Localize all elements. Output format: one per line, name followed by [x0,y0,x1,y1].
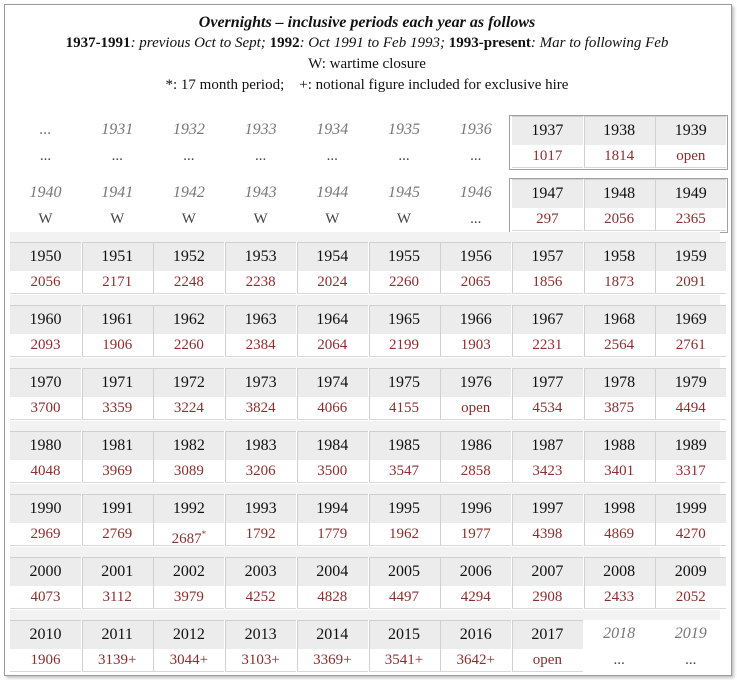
year-label: 2006 [440,557,511,586]
overnights-value: 2761 [655,335,726,357]
year-label: 1983 [225,431,296,460]
year-label: 1959 [655,242,726,271]
year-label: 1947 [512,179,583,208]
footnote-marker: * [201,529,207,539]
overnights-value: 3206 [225,461,296,483]
column-divider [440,620,441,671]
column-divider [369,305,370,356]
year-label: 1960 [10,305,81,334]
year-label: 1982 [153,431,224,460]
overnights-value: 2199 [369,335,440,357]
column-divider [584,431,585,482]
year-label: 1985 [369,431,440,460]
overnights-value: 4494 [655,398,726,420]
year-label: 1998 [584,494,655,523]
year-label: 1938 [584,116,655,145]
column-divider [512,620,513,671]
year-label: 2003 [225,557,296,586]
overnights-value: 4270 [655,524,726,546]
year-label: 1971 [82,368,153,397]
overnights-value: 2969 [10,524,81,546]
overnights-value: 3224 [153,398,224,420]
overnights-value: 4048 [10,461,81,483]
overnights-value: ... [613,652,625,668]
year-label: 1977 [512,368,583,397]
column-divider [225,494,226,545]
year-label: 1948 [584,179,655,208]
column-divider [153,620,154,671]
overnights-value: 4155 [369,398,440,420]
column-divider [82,305,83,356]
year-label: 1991 [82,494,153,523]
column-divider [297,620,298,671]
overnights-value: 1906 [10,650,81,672]
overnights-value: 4252 [225,587,296,609]
overnights-value: 3401 [584,461,655,483]
column-divider [225,242,226,293]
year-label: 1999 [655,494,726,523]
row-separator [10,295,720,305]
column-divider [512,494,513,545]
column-divider [440,494,441,545]
column-divider [655,557,656,608]
overnights-value: 3044+ [153,650,224,672]
year-label: 1953 [225,242,296,271]
overnights-value: 2365 [655,209,726,231]
year-label: 1975 [369,368,440,397]
overnights-value: 1017 [512,146,583,168]
overnights-value: 2091 [655,272,726,294]
year-label: 1939 [655,116,726,145]
overnights-value: 2260 [153,335,224,357]
year-label: 1961 [82,305,153,334]
overnights-value: 2231 [512,335,583,357]
year-label: 1995 [369,494,440,523]
overnights-value: 4398 [512,524,583,546]
period-3-text: : Mar to following Feb [530,35,669,51]
page-title: Overnights – inclusive periods each year as follows [198,14,536,31]
column-divider [655,431,656,482]
overnights-value: 3642+ [440,650,511,672]
overnights-value: 2056 [584,209,655,231]
overnights-value: 2769 [82,524,153,546]
overnights-value: 2093 [10,335,81,357]
year-label: 1952 [153,242,224,271]
overnights-value: 2065 [440,272,511,294]
year-label: 1987 [512,431,583,460]
column-divider [584,368,585,419]
year-label: ... [39,121,52,138]
overnights-value: 4869 [584,524,655,546]
overnights-value: ... [470,148,482,164]
year-label: 1954 [297,242,368,271]
year-label: 1989 [655,431,726,460]
year-label: 1978 [584,368,655,397]
year-label: 1956 [440,242,511,271]
overnights-value: ... [326,148,338,164]
column-divider [440,305,441,356]
column-divider [512,305,513,356]
overnights-value: 1977 [440,524,511,546]
column-divider [369,368,370,419]
overnights-value: open [655,146,726,168]
year-label: 1967 [512,305,583,334]
year-label: 1935 [388,121,420,138]
overnights-value: 2238 [225,272,296,294]
year-label: 2014 [297,620,368,649]
column-divider [584,557,585,608]
overnights-value: W [110,211,125,227]
year-label: 1997 [512,494,583,523]
year-label: 2011 [82,620,153,649]
column-divider [512,242,513,293]
overnights-value: 1906 [82,335,153,357]
year-label: 1950 [10,242,81,271]
year-label: 1933 [244,121,277,138]
year-label: 1974 [297,368,368,397]
column-divider [369,242,370,293]
overnights-value: 2171 [82,272,153,294]
overnights-value: 3979 [153,587,224,609]
period-2-label: 1992 [269,35,300,51]
year-label: 1937 [512,116,583,145]
overnights-value: 3500 [297,461,368,483]
year-label: 2012 [153,620,224,649]
overnights-value: 4073 [10,587,81,609]
column-divider [655,179,656,230]
column-divider [584,305,585,356]
column-divider [82,620,83,671]
year-label: 2008 [584,557,655,586]
period-3-label: 1993-present [448,35,531,51]
row-separator [10,232,720,242]
year-label: 2002 [153,557,224,586]
year-label: 1962 [153,305,224,334]
column-divider [512,368,513,419]
year-label: 1949 [655,179,726,208]
overnights-value: 3359 [82,398,153,420]
year-label: 1941 [101,184,134,201]
year-label: 2013 [225,620,296,649]
column-divider [225,557,226,608]
column-divider [153,494,154,545]
column-divider [655,242,656,293]
column-divider [225,368,226,419]
column-divider [440,431,441,482]
overnights-value: 3369+ [297,650,368,672]
year-label: 1931 [101,121,134,138]
period-1-label: 1937-1991 [65,35,131,51]
overnights-value: 3103+ [225,650,296,672]
column-divider [655,368,656,419]
year-label: 1940 [29,184,62,201]
column-divider [297,557,298,608]
year-label: 1955 [369,242,440,271]
year-label: 1980 [10,431,81,460]
year-label: 1934 [316,121,349,138]
column-divider [512,557,513,608]
column-divider [655,305,656,356]
column-divider [440,368,441,419]
year-label: 1990 [10,494,81,523]
year-label: 1932 [172,121,205,138]
overnights-value: ... [398,148,410,164]
year-label: 2001 [82,557,153,586]
column-divider [153,557,154,608]
year-label: 2007 [512,557,583,586]
period-2-text: : Oct 1991 to Feb 1993; [299,35,449,51]
column-divider [82,494,83,545]
overnights-value: 3317 [655,461,726,483]
year-label: 2018 [603,625,636,642]
column-divider [369,620,370,671]
year-label: 2017 [512,620,583,649]
overnights-value: 2858 [440,461,511,483]
year-label: 1979 [655,368,726,397]
column-divider [297,494,298,545]
column-divider [655,494,656,545]
column-divider [369,431,370,482]
year-label: 2015 [369,620,440,649]
year-label: 1963 [225,305,296,334]
overnights-value: 2052 [655,587,726,609]
year-label: 1951 [82,242,153,271]
year-label: 1992 [153,494,224,523]
year-label: 1986 [440,431,511,460]
year-label: 2004 [297,557,368,586]
year-label: 2019 [674,625,707,642]
year-label: 1993 [225,494,296,523]
year-label: 2009 [655,557,726,586]
year-label: 1942 [172,184,205,201]
column-divider [297,431,298,482]
overnights-value: ... [39,148,52,164]
column-divider [297,305,298,356]
column-divider [297,368,298,419]
row-separator [10,484,720,494]
year-label: 2005 [369,557,440,586]
column-divider [297,242,298,293]
overnights-value: W [325,211,340,227]
column-divider [153,305,154,356]
overnights-value: 3112 [82,587,153,609]
year-label: 1943 [244,184,277,201]
row-separator [10,547,720,557]
year-label: 1968 [584,305,655,334]
year-label: 1970 [10,368,81,397]
period-1-text: : previous Oct to Sept; [130,35,270,51]
year-label: 1958 [584,242,655,271]
header [4,12,730,96]
overnights-value: 3824 [225,398,296,420]
column-divider [225,305,226,356]
overnights-value: 2260 [369,272,440,294]
overnights-value: 1903 [440,335,511,357]
column-divider [440,557,441,608]
year-label: 1973 [225,368,296,397]
year-label: 1957 [512,242,583,271]
overnights-value: 3547 [369,461,440,483]
overnights-value: 4534 [512,398,583,420]
overnights-value: 1856 [512,272,583,294]
year-label: 1981 [82,431,153,460]
column-divider [369,494,370,545]
column-divider [153,242,154,293]
column-divider [369,557,370,608]
year-label: 1994 [297,494,368,523]
overnights-value: 3089 [153,461,224,483]
column-divider [225,620,226,671]
overnights-value: 1814 [584,146,655,168]
overnights-value: 2056 [10,272,81,294]
year-label: 1988 [584,431,655,460]
year-label: 1964 [297,305,368,334]
year-label: 1945 [388,184,420,201]
overnights-value: ... [183,148,195,164]
overnights-value: 2248 [153,272,224,294]
column-divider [584,494,585,545]
column-divider [82,242,83,293]
column-divider [655,116,656,167]
column-divider [584,179,585,230]
year-label: 1946 [459,184,492,201]
overnights-value: 3139+ [82,650,153,672]
overnights-value: 4828 [297,587,368,609]
year-label: 2000 [10,557,81,586]
column-divider [440,242,441,293]
row-separator [10,358,720,368]
overnights-value: 3423 [512,461,583,483]
overnights-value: 4294 [440,587,511,609]
year-label: 2016 [440,620,511,649]
overnights-value: 2064 [297,335,368,357]
overnights-value: 3875 [584,398,655,420]
overnights-value: 2384 [225,335,296,357]
legend-symbols: *: 17 month period; +: notional figure included for exclusive hire [165,77,569,93]
column-divider [153,368,154,419]
row-separator [10,610,720,620]
overnights-value: W [396,211,412,227]
overnights-value: 4497 [369,587,440,609]
overnights-value: 1873 [584,272,655,294]
legend-wartime: W: wartime closure [308,56,426,72]
overnights-value: ... [111,148,123,164]
year-label: 1944 [316,184,349,201]
overnights-value: 3969 [82,461,153,483]
column-divider [225,431,226,482]
overnights-value: ... [254,148,267,164]
year-label: 1996 [440,494,511,523]
year-label: 1966 [440,305,511,334]
periods-line [4,33,730,54]
overnights-value: 3700 [10,398,81,420]
overnights-value: W [38,211,53,227]
overnights-value: open [440,398,511,420]
column-divider [584,116,585,167]
overnights-value: 4066 [297,398,368,420]
overnights-value: W [181,211,196,227]
overnights-value: 3541+ [369,650,440,672]
overnights-value: open [512,650,583,672]
year-label: 1972 [153,368,224,397]
overnights-value: 2908 [512,587,583,609]
overnights-value: ... [685,652,697,668]
column-divider [512,431,513,482]
column-divider [584,242,585,293]
overnights-value: 2687* [153,524,224,546]
overnights-value: ... [470,211,482,227]
overnights-value: 2433 [584,587,655,609]
overnights-value: W [253,211,268,227]
column-divider [82,557,83,608]
year-label: 1984 [297,431,368,460]
year-label: 1969 [655,305,726,334]
year-label: 1965 [369,305,440,334]
overnights-value: 2024 [297,272,368,294]
overnights-value: 1962 [369,524,440,546]
row-separator [10,421,720,431]
year-label: 2010 [10,620,81,649]
overnights-value: 2564 [584,335,655,357]
year-label: 1936 [459,121,492,138]
year-label: 1976 [440,368,511,397]
column-divider [82,431,83,482]
overnights-value: 297 [512,209,583,231]
overnights-value: 1779 [297,524,368,546]
overnights-value: 1792 [225,524,296,546]
column-divider [82,368,83,419]
column-divider [153,431,154,482]
